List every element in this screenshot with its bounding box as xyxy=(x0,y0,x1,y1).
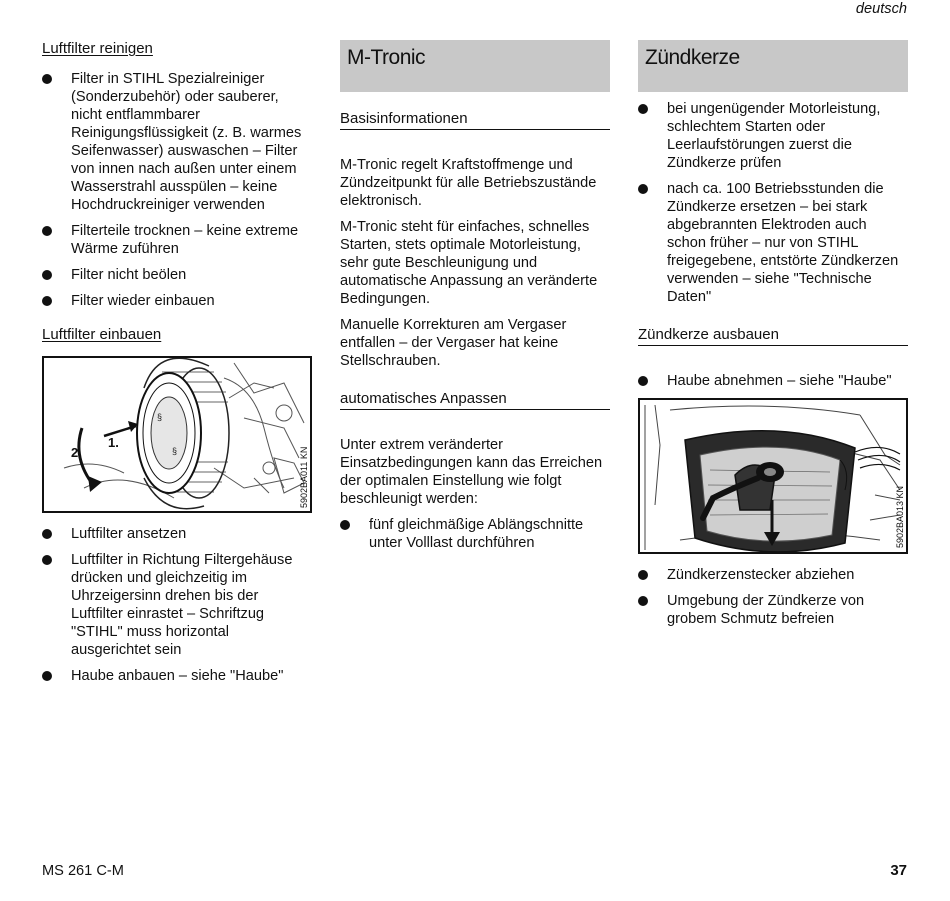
spark-plug-list xyxy=(638,100,908,306)
bullet-icon xyxy=(42,296,52,306)
list-item: Haube anbauen – siehe "Haube" xyxy=(42,667,312,685)
basic-info-text xyxy=(340,156,610,370)
list-item: Umgebung der Zündkerze von grobem Schmutz befreien xyxy=(638,592,908,628)
column-spark-plug xyxy=(638,40,908,636)
adjust-list xyxy=(340,516,610,552)
section-banner-m-tronic xyxy=(340,40,610,92)
list-item: Haube abnehmen – siehe "Haube" xyxy=(638,372,908,390)
list-item: Filter nicht beölen xyxy=(42,266,312,284)
air-filter-figure xyxy=(42,356,312,513)
heading-install-air-filter: Luftfilter einbauen xyxy=(42,326,162,343)
paragraph: M-Tronic regelt Kraftstoffmenge und Zündzeitpunkt für alle Betriebszustände elektronisch. xyxy=(340,157,597,209)
bullet-icon xyxy=(42,671,52,681)
spark-plug-illustration xyxy=(640,400,906,552)
list-item: Filter in STIHL Spezialreiniger (Sonderzubehör) oder sauberer, nicht entflammbarer Reinigungsflüssigkeit (z. B. warmes Seifenwasser) auswaschen – Filter von innen nach außen unter einem Wasserstrahl ausspülen – keine Hochdruckreiniger verwenden xyxy=(42,70,312,214)
bullet-icon xyxy=(638,104,648,114)
list-item: Zündkerzenstecker abziehen xyxy=(638,566,908,584)
banner-title: M-Tronic xyxy=(347,46,426,69)
heading-remove-spark-plug: Zündkerze ausbauen xyxy=(638,326,908,346)
page-number: 37 xyxy=(890,862,907,879)
paragraph: M-Tronic steht für einfaches, schnelles Starten, stets optimale Motorleistung, sehr gute Beschleunigung und automatische Anpassung an veränderte Bedingungen. xyxy=(340,219,598,307)
figure-label-1: 1. xyxy=(108,435,119,450)
figure-code: 5902BA013 KN xyxy=(895,485,905,548)
footer-model: MS 261 C-M xyxy=(42,863,124,879)
list-item: bei ungenügender Motorleistung, schlechtem Starten oder Leerlaufstörungen zuerst die Zündkerze prüfen xyxy=(638,100,908,172)
list-item: Luftfilter ansetzen xyxy=(42,525,312,543)
list-item: nach ca. 100 Betriebsstunden die Zündkerze ersetzen – bei stark abgebrannten Elektroden auch schon früher – nur von STIHL freigegebene, entstörte Zündkerzen verwenden – siehe "Technische Daten" xyxy=(638,180,908,306)
bullet-icon xyxy=(42,226,52,236)
spark-plug-steps-list xyxy=(638,566,908,628)
install-filter-list xyxy=(42,525,312,685)
list-item: Luftfilter in Richtung Filtergehäuse drücken und gleichzeitig im Uhrzeigersinn drehen bis der Luftfilter einrastet – Schriftzug "STIHL" muss horizontal ausgerichtet sein xyxy=(42,551,312,659)
paragraph: Manuelle Korrekturen am Vergaser entfallen – der Vergaser hat keine Stellschrauben. xyxy=(340,317,567,369)
column-m-tronic xyxy=(340,40,610,560)
bullet-icon xyxy=(42,529,52,539)
bullet-icon xyxy=(340,520,350,530)
bullet-icon xyxy=(42,74,52,84)
list-item: fünf gleichmäßige Ablängschnitte unter Volllast durchführen xyxy=(340,516,610,552)
bullet-icon xyxy=(42,555,52,565)
list-item: Filterteile trocknen – keine extreme Wärme zuführen xyxy=(42,222,312,258)
svg-text:§: § xyxy=(157,412,163,422)
bullet-icon xyxy=(42,270,52,280)
banner-title: Zündkerze xyxy=(645,46,740,69)
air-filter-illustration xyxy=(44,358,310,511)
bullet-icon xyxy=(638,376,648,386)
column-air-filter xyxy=(42,40,312,693)
list-item: Filter wieder einbauen xyxy=(42,292,312,310)
figure-label-2: 2. xyxy=(71,445,82,460)
paragraph: Unter extrem veränderter Einsatzbedingungen kann das Erreichen der optimalen Einstellung wie folgt beschleunigt werden: xyxy=(340,437,603,507)
bullet-icon xyxy=(638,596,648,606)
clean-filter-list xyxy=(42,70,312,310)
bullet-icon xyxy=(638,570,648,580)
spark-plug-figure xyxy=(638,398,908,554)
heading-clean-air-filter: Luftfilter reinigen xyxy=(42,40,153,57)
heading-automatic-adjust: automatisches Anpassen xyxy=(340,390,610,410)
heading-basic-info: Basisinformationen xyxy=(340,110,610,130)
section-banner-spark-plug xyxy=(638,40,908,92)
remove-cover-list xyxy=(638,372,908,390)
language-label: deutsch xyxy=(855,1,907,17)
bullet-icon xyxy=(638,184,648,194)
svg-text:§: § xyxy=(172,446,178,456)
figure-code: 5902BA011 KN xyxy=(299,446,309,508)
